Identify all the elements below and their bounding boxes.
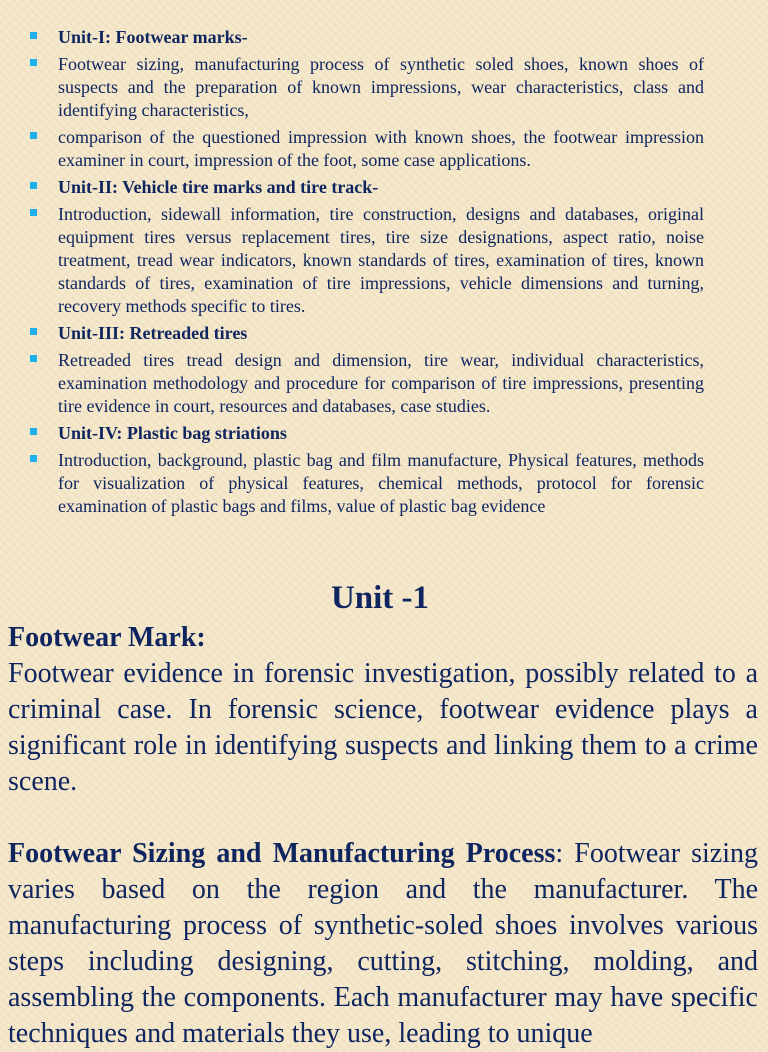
bullet-text: Introduction, sidewall information, tire construction, designs and databases, original equipment tires versus replacement tires, tire size designations, aspect ratio, noise treatment, tread wear indicators, known standards of tires, examination of tires, known standards of tires, examination of tire impressions, vehicle dimensions and turning, recovery methods specific to tires.: [58, 204, 704, 316]
bullet-text: Unit-I: Footwear marks-: [58, 27, 248, 47]
sizing-paragraph: [8, 836, 758, 1052]
intro-paragraph: Footwear evidence in forensic investigation, possibly related to a criminal case. In forensic science, footwear evidence plays a significant role in identifying suspects and linking them to a crime scene.: [8, 658, 758, 797]
bullet-text: Retreaded tires tread design and dimension, tire wear, individual characteristics, examination methodology and procedure for comparison of tire impressions, presenting tire evidence in court, resources and databases, case studies.: [58, 350, 704, 416]
sizing-paragraph-lead: Footwear Sizing and Manufacturing Process: [8, 838, 556, 869]
bullet-square-icon: [30, 355, 37, 362]
syllabus-bullet-list: [28, 26, 704, 522]
bullet-text: Footwear sizing, manufacturing process of synthetic soled shoes, known shoes of suspects and the preparation of known impressions, wear characteristics, class and identifying characteristics,: [58, 54, 704, 120]
topic-list-item: [28, 449, 704, 518]
topic-list-item: [28, 53, 704, 122]
unit-heading: Unit -1: [330, 580, 430, 616]
bullet-square-icon: [30, 59, 37, 66]
bullet-text: Introduction, background, plastic bag and film manufacture, Physical features, methods for visualization of physical features, chemical methods, protocol for forensic examination of plastic bags and films, value of plastic bag evidence: [58, 450, 704, 516]
bullet-square-icon: [30, 328, 37, 335]
bullet-text: Unit-IV: Plastic bag striations: [58, 423, 287, 443]
bullet-text: comparison of the questioned impression with known shoes, the footwear impression examiner in court, impression of the foot, some case applications.: [58, 127, 704, 170]
bullet-square-icon: [30, 182, 37, 189]
topic-list-item: [28, 126, 704, 172]
sizing-paragraph-separator: :: [555, 838, 575, 869]
bullet-square-icon: [30, 455, 37, 462]
bullet-text: Unit-II: Vehicle tire marks and tire track-: [58, 177, 379, 197]
unit-heading-item: [28, 176, 704, 199]
bullet-square-icon: [30, 132, 37, 139]
bullet-square-icon: [30, 209, 37, 216]
unit-heading-item: [28, 422, 704, 445]
bullet-square-icon: [30, 428, 37, 435]
section-title: Footwear Mark:: [8, 622, 206, 653]
bullet-text: Unit-III: Retreaded tires: [58, 323, 248, 343]
unit-heading-item: [28, 322, 704, 345]
sizing-paragraph-text: Footwear sizing varies based on the region and the manufacturer. The manufacturing process of synthetic-soled shoes involves various steps including designing, cutting, stitching, molding, and assembling the components. Each manufacturer may have specific techniques and materials they use, leading to unique: [8, 838, 759, 1049]
topic-list-item: [28, 349, 704, 418]
bullet-square-icon: [30, 32, 37, 39]
topic-list-item: [28, 203, 704, 318]
unit-heading-item: [28, 26, 704, 49]
